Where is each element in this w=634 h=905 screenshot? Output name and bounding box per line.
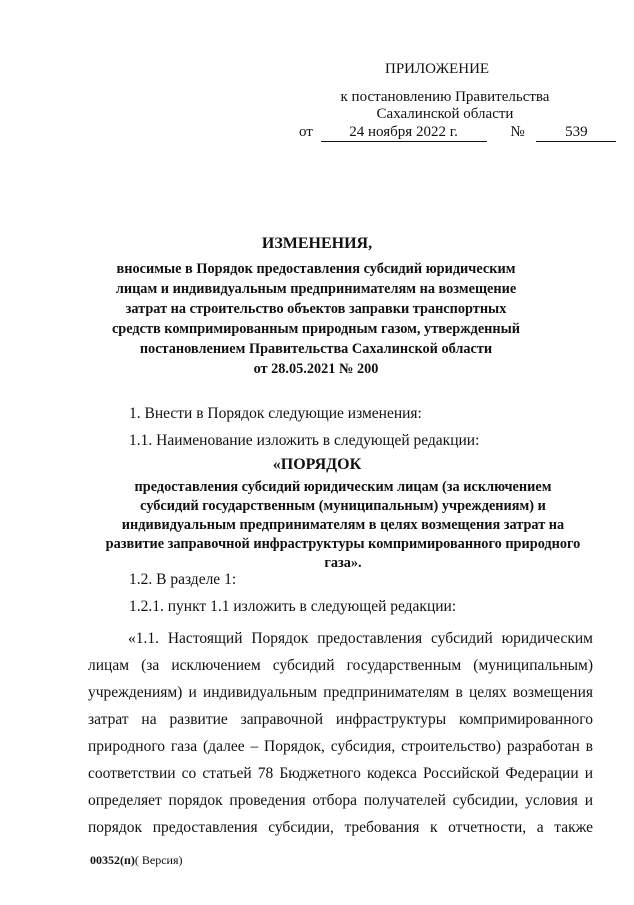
quoted-line: затрат на развитие заправочной инфраструктуры компримированного (88, 711, 593, 728)
paragraph-1-2-1: 1.2.1. пункт 1.1 изложить в следующей редакции: (129, 598, 457, 615)
number-label: № (510, 124, 525, 140)
subtitle-line: вносимые в Порядок предоставления субсидий юридическим (116, 261, 516, 277)
appendix-label: ПРИЛОЖЕНИЕ (385, 61, 490, 77)
decree-reference: к постановлению Правительства (340, 89, 550, 105)
quoted-paragraph (88, 625, 593, 841)
from-label: от (299, 124, 313, 140)
quoted-line: природного газа (далее – Порядок, субсидия, строительство) разработан в (88, 738, 593, 755)
paragraph-1: 1. Внести в Порядок следующие изменения: (129, 405, 422, 422)
paragraph-1-1: 1.1. Наименование изложить в следующей редакции: (129, 432, 480, 449)
quoted-line: лицам (за исключением субсидий государственным (муниципальным) (88, 657, 593, 674)
quoted-line: учреждениям) и индивидуальным предпринимателям в целях возмещения (88, 684, 593, 701)
order-name-line: развитие заправочной инфраструктуры компримированного природного (105, 536, 581, 552)
document-code: 00352(п) (90, 853, 135, 867)
quoted-line: «1.1. Настоящий Порядок предоставления субсидий юридическим (128, 630, 593, 647)
document-title: ИЗМЕНЕНИЯ, (261, 235, 373, 252)
subtitle-line: затрат на строительство объектов заправки транспортных (125, 301, 507, 317)
order-name-line: индивидуальным предпринимателям в целях возмещения затрат на (121, 517, 565, 533)
quoted-line: порядок предоставления субсидии, требования к отчетности, а также (88, 819, 593, 836)
order-name-line: предоставления субсидий юридическим лицам (за исключением (134, 479, 552, 495)
decree-date-row (299, 124, 616, 142)
decree-date: 24 ноября 2022 г. (321, 124, 487, 142)
document-footer (90, 853, 183, 868)
subtitle-line: лицам и индивидуальным предпринимателям на возмещение (115, 281, 517, 297)
subtitle-line: от 28.05.2021 № 200 (253, 361, 379, 377)
paragraph-1-2: 1.2. В разделе 1: (129, 571, 237, 588)
order-name-line: субсидий государственным (муниципальным) учреждениям) и (140, 498, 546, 514)
document-version: ( Версия) (134, 853, 183, 867)
subtitle-line: средств компримированным природным газом, утвержденный (111, 321, 521, 337)
document-subtitle (60, 259, 572, 379)
order-name-line: газа». (324, 555, 362, 571)
quoted-line: соответствии со статьей 78 Бюджетного кодекса Российской Федерации и (88, 765, 593, 782)
decree-number: 539 (536, 124, 616, 142)
order-name (88, 478, 598, 573)
region-name: Сахалинской области (376, 106, 514, 122)
quoted-line: определяет порядок проведения отбора получателей субсидии, условия и (88, 792, 593, 809)
subtitle-line: постановлением Правительства Сахалинской области (139, 341, 493, 357)
order-title: «ПОРЯДОК (272, 456, 362, 473)
